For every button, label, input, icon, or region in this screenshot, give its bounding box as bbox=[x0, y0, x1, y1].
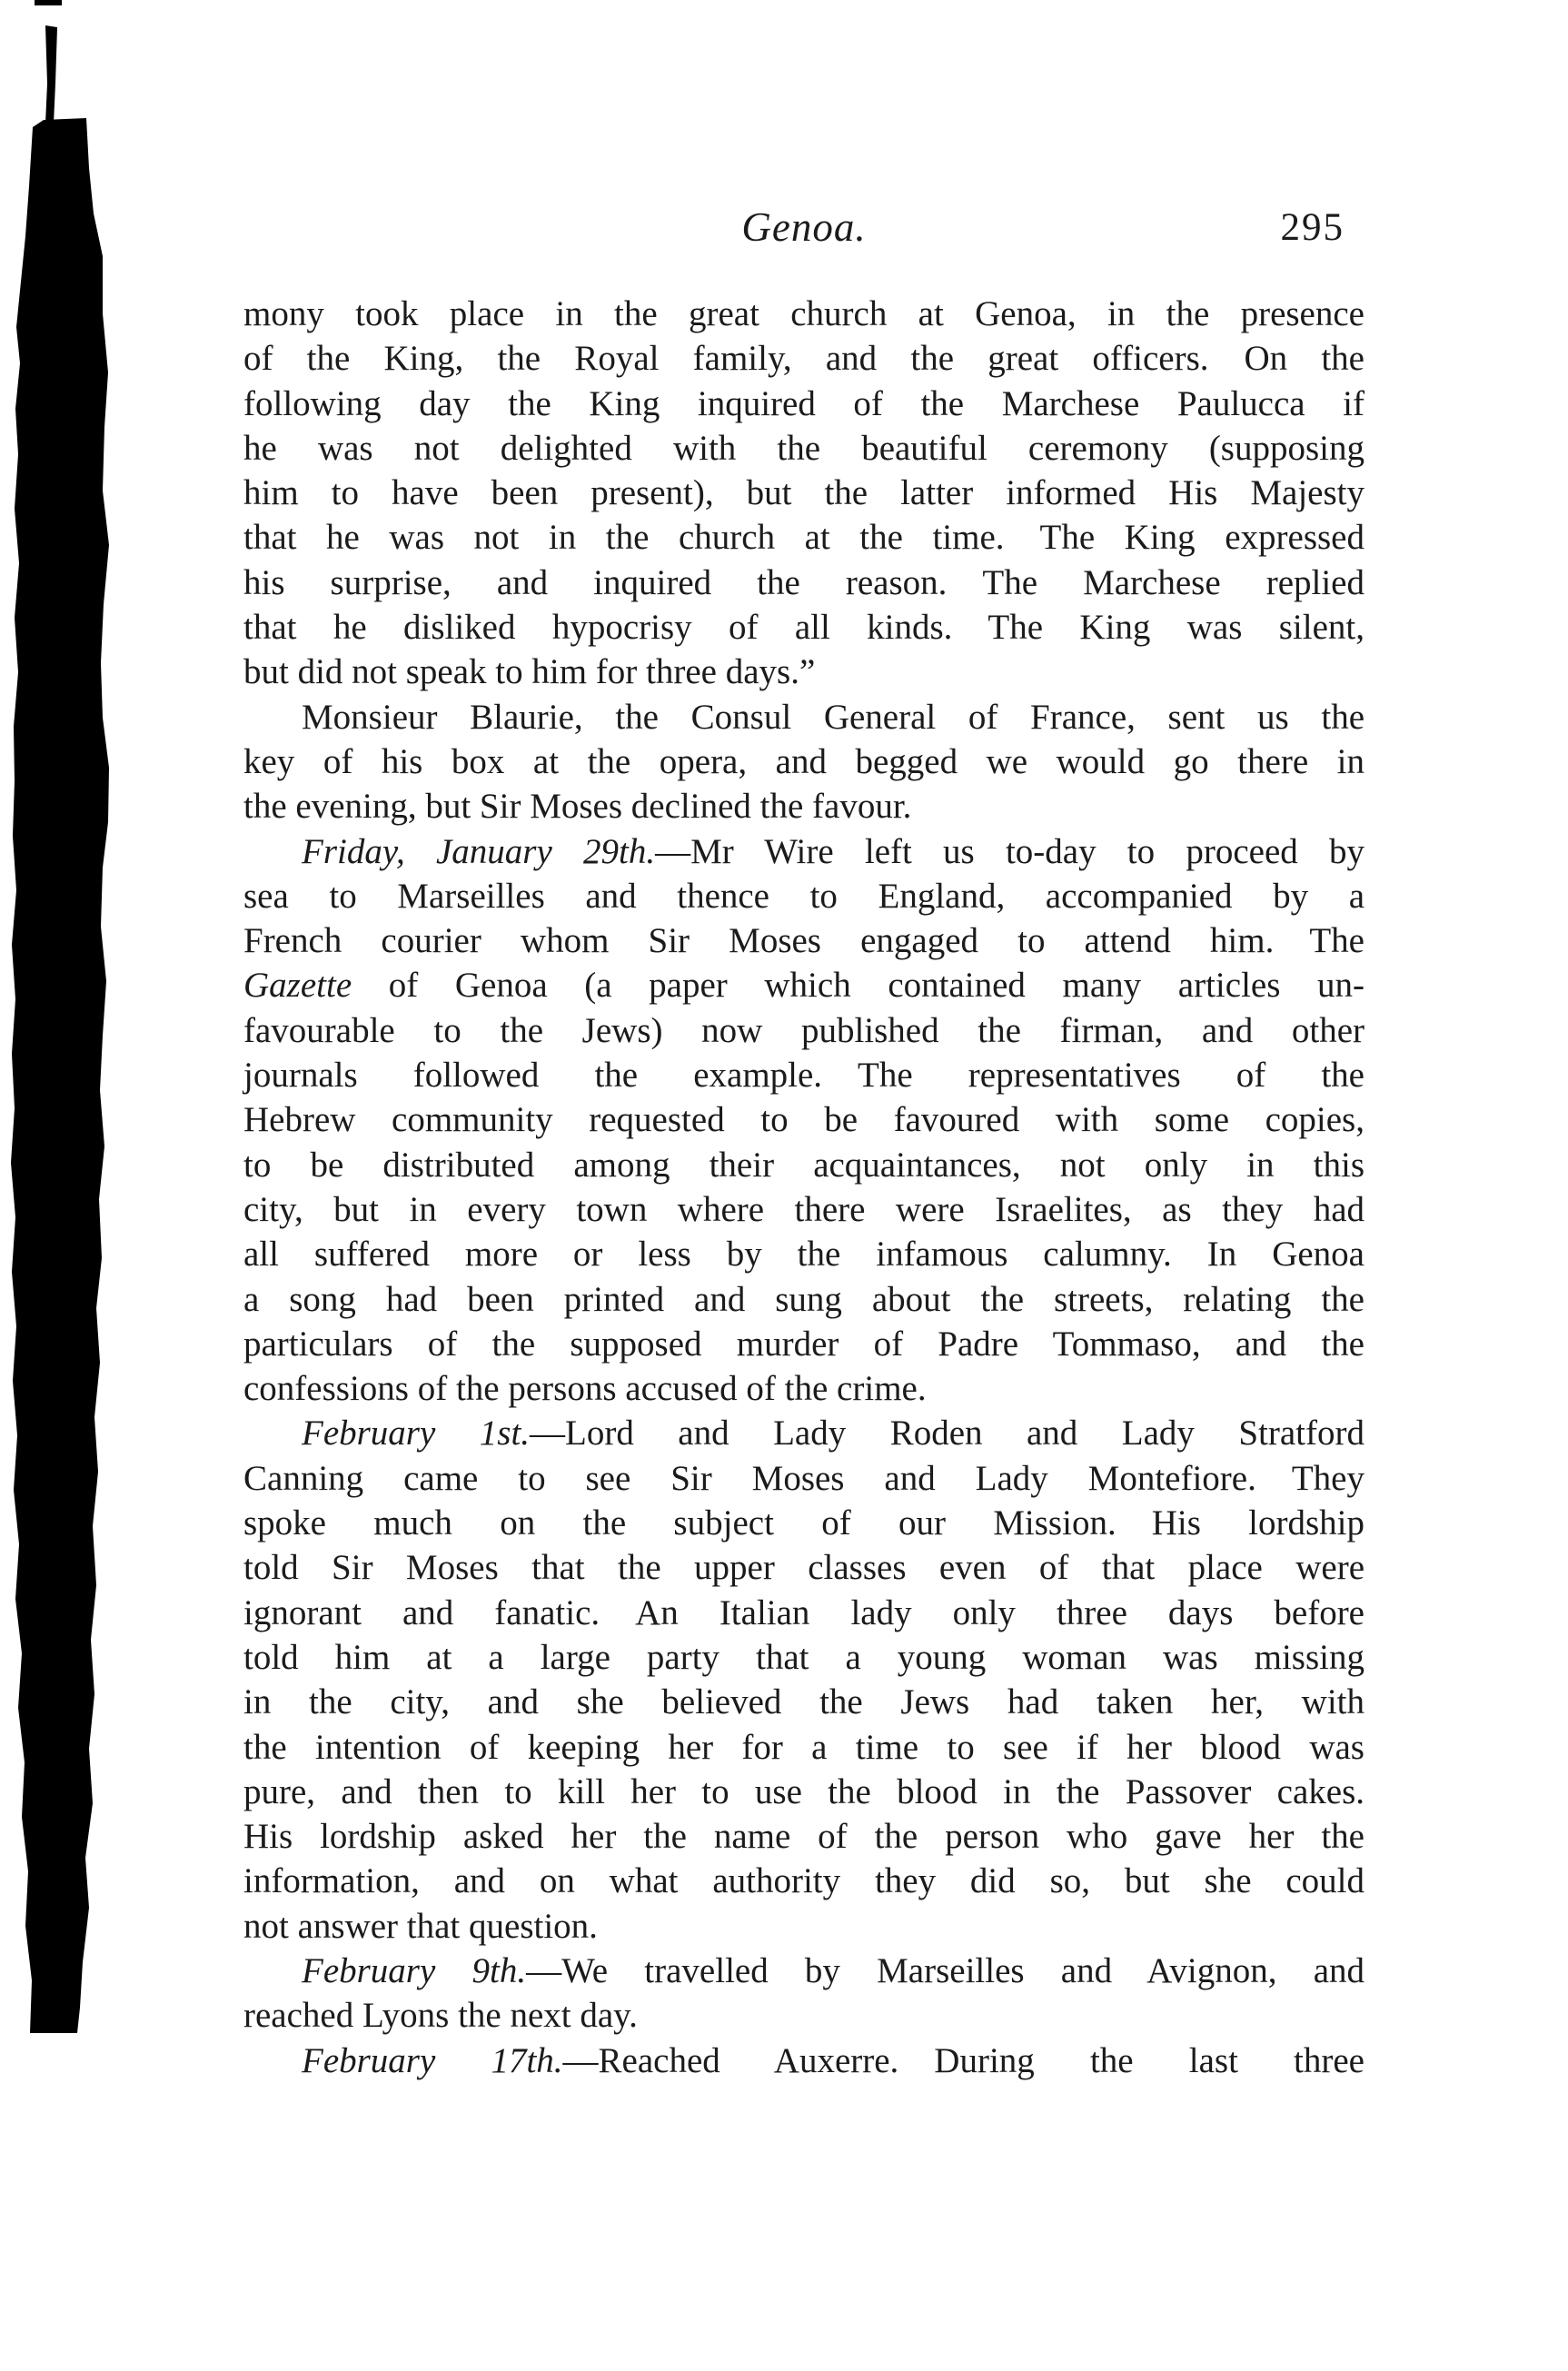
running-title: Genoa. bbox=[741, 204, 867, 250]
paragraph bbox=[243, 292, 1365, 695]
text-run: Monsieur Blaurie, the Consul General of France, sent us the bbox=[302, 697, 1365, 737]
text-line bbox=[243, 1545, 1365, 1590]
text-run: city, but in every town where there were Israelites, as they had bbox=[243, 1189, 1365, 1229]
text-line bbox=[243, 1725, 1365, 1770]
text-run: key of his box at the opera, and begged we would go there in bbox=[243, 741, 1365, 781]
text-run: favourable to the Jews) now published the firman, and other bbox=[243, 1010, 1365, 1050]
text-line bbox=[243, 1770, 1365, 1814]
text-run: the evening, but Sir Moses declined the favour. bbox=[243, 787, 912, 827]
page-number: 295 bbox=[1280, 206, 1345, 249]
text-line bbox=[243, 426, 1365, 471]
text-run: all suffered more or less by the infamous calumny. In Genoa bbox=[243, 1235, 1365, 1275]
text-line bbox=[243, 918, 1365, 963]
text-line bbox=[243, 1322, 1365, 1366]
body-text bbox=[243, 292, 1365, 2083]
text-line bbox=[243, 1366, 1365, 1411]
text-line bbox=[243, 1008, 1365, 1053]
text-line bbox=[243, 874, 1365, 918]
text-run: the intention of keeping her for a time to see if her blood was bbox=[243, 1727, 1365, 1767]
paragraph bbox=[243, 2039, 1365, 2083]
text-line bbox=[243, 1993, 1365, 2038]
text-line bbox=[243, 336, 1365, 381]
text-run: —Reached Auxerre. During the last three bbox=[562, 2040, 1365, 2080]
paragraph bbox=[243, 1411, 1365, 1949]
text-run: reached Lyons the next day. bbox=[243, 1996, 638, 2036]
smudge-main-blob bbox=[11, 118, 109, 2033]
text-line bbox=[243, 963, 1365, 1007]
text-run: —Mr Wire left us to-day to proceed by bbox=[655, 831, 1365, 871]
text-line bbox=[243, 650, 1365, 694]
smudge-thin-strip bbox=[45, 25, 57, 124]
italic-date-text: February 9th. bbox=[302, 1950, 527, 1990]
text-line bbox=[243, 1904, 1365, 1949]
text-run: particulars of the supposed murder of Padre Tommaso, and the bbox=[243, 1324, 1365, 1364]
text-run: —We travelled by Marseilles and Avignon, and bbox=[526, 1950, 1365, 1990]
italic-date-text: Gazette bbox=[243, 966, 352, 1006]
text-run: his surprise, and inquired the reason. The Marchese replied bbox=[243, 562, 1365, 602]
binding-smudge-artifact bbox=[0, 0, 118, 2371]
text-run: confessions of the persons accused of the crime. bbox=[243, 1369, 927, 1409]
text-run: following day the King inquired of the Marchese Paulucca if bbox=[243, 383, 1365, 423]
text-run: told him at a large party that a young woman was missing bbox=[243, 1637, 1365, 1677]
text-line bbox=[243, 1635, 1365, 1680]
text-line bbox=[243, 1232, 1365, 1276]
text-line bbox=[243, 1859, 1365, 1903]
text-line bbox=[243, 1277, 1365, 1322]
text-run: —Lord and Lady Roden and Lady Stratford bbox=[530, 1414, 1365, 1453]
paragraph bbox=[243, 1949, 1365, 2039]
text-run: of the King, the Royal family, and the great officers. On the bbox=[243, 339, 1365, 379]
italic-date-text: February 1st. bbox=[302, 1414, 531, 1453]
text-run: pure, and then to kill her to use the blood in the Passover cakes. bbox=[243, 1771, 1365, 1811]
text-run: Canning came to see Sir Moses and Lady Montefiore. They bbox=[243, 1458, 1365, 1498]
text-line bbox=[243, 1053, 1365, 1097]
text-line bbox=[243, 784, 1365, 828]
text-run: a song had been printed and sung about the streets, relating the bbox=[243, 1279, 1365, 1319]
text-run: mony took place in the great church at Genoa, in the presence bbox=[243, 294, 1365, 333]
text-line bbox=[243, 739, 1365, 784]
text-line bbox=[243, 471, 1365, 515]
text-run: told Sir Moses that the upper classes even of that place were bbox=[243, 1548, 1365, 1588]
text-line bbox=[243, 1187, 1365, 1232]
text-run: His lordship asked her the name of the person who gave her the bbox=[243, 1817, 1365, 1857]
text-line bbox=[243, 1097, 1365, 1142]
smudge-top-tick bbox=[35, 0, 62, 5]
text-run: ignorant and fanatic. An Italian lady only three days before bbox=[243, 1592, 1365, 1632]
text-line bbox=[243, 382, 1365, 426]
text-line bbox=[243, 1814, 1365, 1859]
text-run: of Genoa (a paper which contained many articles un- bbox=[352, 966, 1365, 1006]
paragraph bbox=[243, 695, 1365, 829]
text-run: information, and on what authority they did so, but she could bbox=[243, 1861, 1365, 1901]
italic-date-text: February 17th. bbox=[302, 2040, 563, 2080]
text-line bbox=[243, 605, 1365, 650]
text-line bbox=[243, 515, 1365, 560]
text-run: him to have been present), but the latter informed His Majesty bbox=[243, 473, 1365, 513]
text-line bbox=[243, 829, 1365, 874]
text-line bbox=[243, 695, 1365, 739]
text-run: sea to Marseilles and thence to England, accompanied by a bbox=[243, 876, 1365, 916]
text-line bbox=[243, 1143, 1365, 1187]
paragraph bbox=[243, 829, 1365, 1412]
text-run: in the city, and she believed the Jews had taken her, with bbox=[243, 1682, 1365, 1722]
text-line bbox=[243, 1501, 1365, 1545]
text-line bbox=[243, 561, 1365, 605]
text-run: to be distributed among their acquaintances, not only in this bbox=[243, 1145, 1365, 1185]
text-run: spoke much on the subject of our Mission. His lordship bbox=[243, 1503, 1365, 1543]
text-line bbox=[243, 292, 1365, 336]
text-line bbox=[243, 1456, 1365, 1501]
text-run: he was not delighted with the beautiful ceremony (supposing bbox=[243, 428, 1365, 468]
text-run: but did not speak to him for three days.” bbox=[243, 652, 816, 692]
text-run: that he was not in the church at the time. The King expressed bbox=[243, 518, 1365, 558]
text-line bbox=[243, 1411, 1365, 1455]
text-line bbox=[243, 1949, 1365, 1993]
text-line bbox=[243, 2039, 1365, 2083]
text-line bbox=[243, 1680, 1365, 1724]
page-header bbox=[243, 203, 1365, 254]
text-run: French courier whom Sir Moses engaged to attend him. The bbox=[243, 921, 1365, 961]
text-run: Hebrew community requested to be favoured with some copies, bbox=[243, 1100, 1365, 1140]
text-run: journals followed the example. The representatives of the bbox=[243, 1056, 1365, 1096]
text-run: that he disliked hypocrisy of all kinds. The King was silent, bbox=[243, 608, 1365, 648]
text-run: not answer that question. bbox=[243, 1906, 598, 1946]
italic-date-text: Friday, January 29th. bbox=[302, 831, 656, 871]
text-line bbox=[243, 1591, 1365, 1635]
